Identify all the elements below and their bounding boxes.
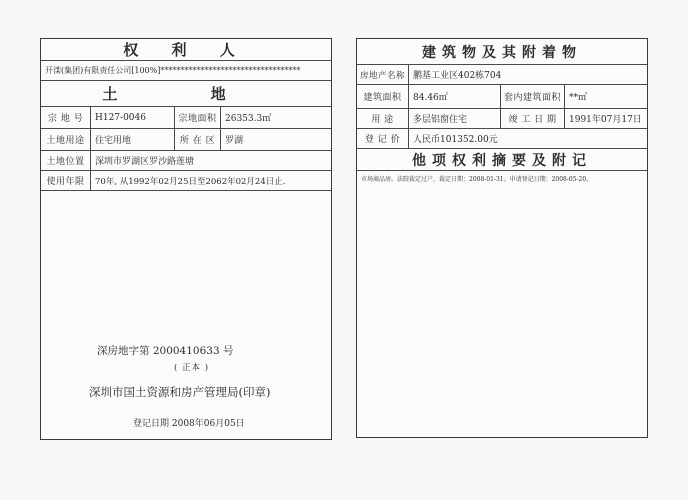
building-panel bbox=[356, 38, 648, 438]
location-row bbox=[41, 151, 331, 171]
other-rights-heading-row bbox=[357, 149, 647, 171]
issuing-authority: 深圳市国土资源和房产管理局(印章) bbox=[89, 385, 271, 399]
completion-label: 竣 工 日 期 bbox=[501, 109, 565, 128]
parcel-no-value: H127-0046 bbox=[91, 107, 175, 128]
parcel-area-label: 宗地面积 bbox=[175, 107, 221, 128]
use-value: 多层铝窗住宅 bbox=[409, 109, 501, 128]
floor-area-value: 84.46㎡ bbox=[409, 85, 501, 108]
land-heading: 土 地 bbox=[102, 85, 270, 103]
location-value: 深圳市罗湖区罗沙路莲塘 bbox=[95, 157, 195, 167]
inner-area-value: **㎡ bbox=[569, 93, 588, 103]
copy-label: ( 正本 ) bbox=[174, 363, 210, 373]
remarks-note: 市场商品房。法院裁定过户，裁定日期：2008-01-31。申请登记日期：2008-05-20。 bbox=[361, 176, 593, 183]
owner-heading-row bbox=[41, 39, 331, 61]
parcel-row bbox=[41, 107, 331, 129]
land-rights-panel bbox=[40, 38, 332, 440]
land-use-value: 住宅用地 bbox=[91, 129, 175, 150]
owner-value: 开滦(集团)有限责任公司[100%]*********************************** bbox=[45, 66, 301, 75]
term-label: 使用年限 bbox=[41, 171, 91, 190]
other-rights-heading: 他项权利摘要及附记 bbox=[412, 152, 592, 169]
floor-area-label: 建筑面积 bbox=[357, 85, 409, 108]
inner-area-label: 套内建筑面积 bbox=[501, 85, 565, 108]
parcel-no-label: 宗 地 号 bbox=[41, 107, 91, 128]
location-label: 土地位置 bbox=[41, 151, 91, 170]
land-use-label: 土地用途 bbox=[41, 129, 91, 150]
district-label: 所 在 区 bbox=[175, 129, 221, 150]
land-heading-row bbox=[41, 81, 331, 107]
land-use-row bbox=[41, 129, 331, 151]
certificate-number: 深房地字第 2000410633 号 bbox=[97, 345, 234, 357]
property-name-value: 鹏基工业区402栋704 bbox=[413, 71, 502, 81]
price-value: 人民币101352.00元 bbox=[413, 135, 498, 145]
term-value: 70年, 从1992年02月25日至2062年02月24日止. bbox=[95, 176, 286, 187]
owner-heading: 权 利 人 bbox=[123, 41, 249, 59]
completion-value: 1991年07月17日 bbox=[569, 115, 642, 125]
building-heading: 建筑物及其附着物 bbox=[422, 44, 582, 61]
building-heading-row bbox=[357, 39, 647, 65]
area-row bbox=[357, 85, 647, 109]
price-label: 登 记 价 bbox=[357, 129, 409, 148]
owner-row bbox=[41, 61, 331, 81]
property-name-label: 房地产名称 bbox=[357, 65, 409, 84]
term-row bbox=[41, 171, 331, 191]
parcel-area-value: 26353.3㎡ bbox=[225, 114, 272, 124]
registration-date: 登记日期 2008年06月05日 bbox=[133, 419, 245, 429]
price-row bbox=[357, 129, 647, 149]
property-name-row bbox=[357, 65, 647, 85]
use-label: 用 途 bbox=[357, 109, 409, 128]
use-row bbox=[357, 109, 647, 129]
district-value: 罗湖 bbox=[225, 136, 244, 146]
